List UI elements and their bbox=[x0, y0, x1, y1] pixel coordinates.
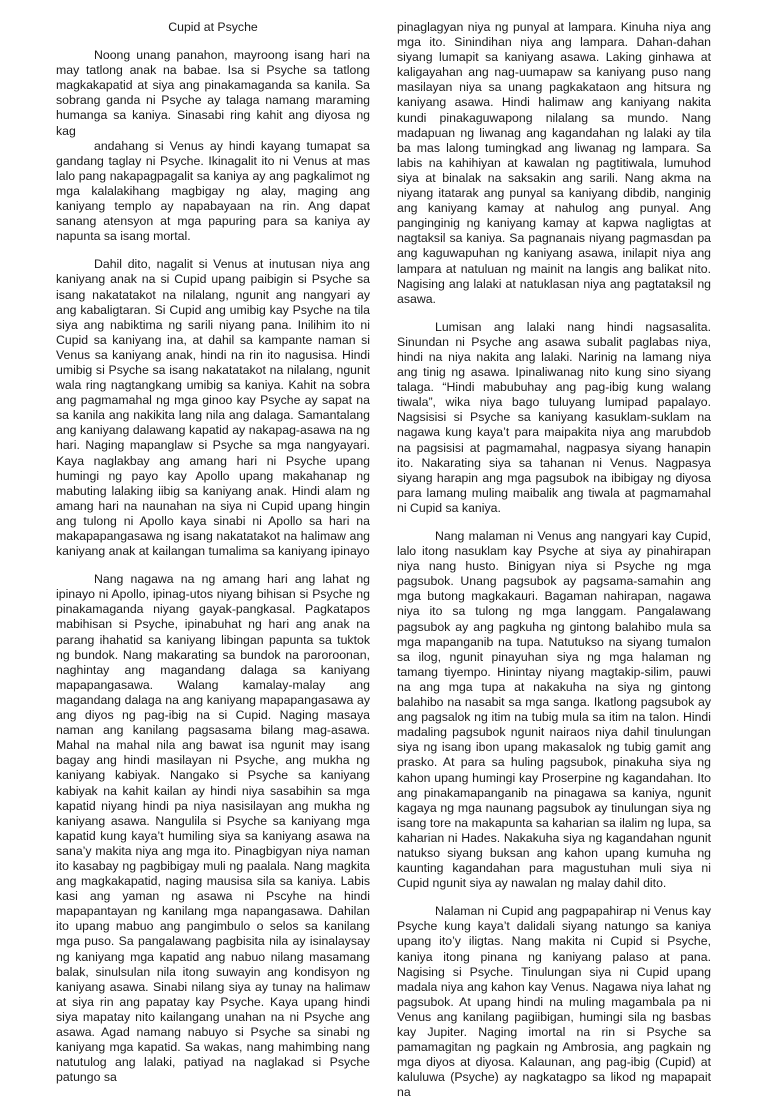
paragraph-5: pinaglagyan niya ng punyal at lampara. Kinuha niya ang mga ito. Sinindihan niya ang lampara. Dahan-dahan siyang lumapit sa kaniyang asawa. Laking ginhawa at kaligayahan ang nag-uumapaw sa kaniyang puso nang masilayan niya sa unang pagkakataon ang hitsura ng kaniyang asawa. Hindi halimaw ang kaniyang nakita kundi pinakaguwapong nilalang sa mundo. Nang madapuan ng liwanag ang kagandahan ng lalaki ay tila ba mas lalong tumingkad ang liwanag ng lampara. Sa labis na kahihiyan at kawalan ng pagtitiwala, lumuhod siya at binalak na saksakin ang sarili. Nang akma na niyang itatarak ang punyal sa kaniyang dibdib, nanginig ang kaniyang kamay at nahulog ang punyal. Ang panginginig ng kaniyang kamay at kapwa nagligtas at nagtaksil sa kaniya. Sa pagnanais niyang pagmasdan pa ang kaguwapuhan ng kaniyang asawa, inilapit niya ang lampara at natuluan ng mainit na langis ang balikat nito. Nagising ang lalaki at natuklasan niya ang pagtataksil ng asawa. bbox=[397, 20, 711, 306]
paragraph-2: andahang si Venus ay hindi kayang tumapat sa gandang taglay ni Psyche. Ikinagalit ito ni Venus at mas lalo pang nakapagpagalit sa kaniya ay ang pagkalimot ng mga kalalakihang magbigay ng alay, maging ang kaniyang templo ay napabayaan na rin. Ang dapat sanang atensyon at mga papuring para sa kaniya ay napunta sa isang mortal. bbox=[56, 138, 370, 244]
right-column bbox=[397, 20, 711, 1113]
paragraph-8: Nalaman ni Cupid ang pagpapahirap ni Venus kay Psyche kung kaya’t dalidali siyang natungo sa kaniya upang ito’y iligtas. Nang makita ni Cupid si Psyche, kaniya itong pinana ng kaniyang palaso at pana. Nagising si Psyche. Tinulungan siya ni Cupid upang madala niya ang kahon kay Venus. Nagawa niya lahat ng pagsubok. At upang hindi na muling magambala pa ni Venus ang kanilang pagiibigan, humingi sila ng basbas kay Jupiter. Naging imortal na rin si Psyche sa pamamagitan ng pagkain ng Ambrosia, ang pagkain ng mga diyos at diyosa. Kalaunan, ang pag-ibig (Cupid) at kaluluwa (Psyche) ay nagkatagpo sa likod ng mapapait na bbox=[397, 904, 711, 1100]
story-title: Cupid at Psyche bbox=[168, 20, 258, 34]
paragraph-7: Nang malaman ni Venus ang nangyari kay Cupid, lalo itong nasuklam kay Psyche at siya ay pinahirapan niya nang husto. Binigyan niya si Psyche ng mga pagsubok. Unang pagsubok ay pagsama-samahin ang mga butong magkakauri. Bagaman nahirapan, nagawa niya ito sa tulong ng mga langgam. Pangalawang pagsubok ay ang pagkuha ng gintong balahibo mula sa mga mapanganib na tupa. Natutukso na siyang tumalon sa ilog, ngunit pinayuhan siya ng mga halaman ng tamang tiyempo. Hinintay niyang magtakip-silim, pauwi na ang mga tupa at nakakuha na siya ng gintong balahibo na nasabit sa mga sanga. Ikatlong pagsubok ay ang pagsalok ng itim na tubig mula sa itim na talon. Hindi madaling pagsubok ngunit nairaos niya dahil tinulungan siya ng isang ibon upang makasalok ng tubig gamit ang prasko. At para sa huling pagsubok, pinakuha siya ng kahon upang humingi kay Proserpine ng kagandahan. Ito ang pinakamapanganib na pinagawa sa kaniya, ngunit kagaya ng mga naunang pagsubok ay tinulungan siya ng isang tore na makapunta sa kaharian sa ilalim ng lupa, sa kaharian ni Hades. Nakakuha siya ng kagandahan ngunit natukso siyang buksan ang kahon upang kumuha ng kaunting kagandahan para magustuhan muli siya ni Cupid ngunit siya ay nawalan ng malay dahil dito. bbox=[397, 529, 711, 891]
paragraph-4: Nang nagawa na ng amang hari ang lahat ng ipinayo ni Apollo, ipinag-utos niyang bihisan si Psyche ng pinakamaganda niyang gayak-pangkasal. Pagkatapos mabihisan si Psyche, ipinabuhat ng hari ang anak na parang ihahatid sa kaniyang libingan papunta sa tuktok ng bundok. Nang makarating sa bundok na paroroonan, naghintay ang magandang dalaga sa kaniyang mapapangasawa. Walang kamalay-malay ang magandang dalaga na ang kaniyang mapapangasawa ay ang diyos ng pag-ibig na si Cupid. Naging masaya naman ang kanilang pagsasama bilang mag-asawa. Mahal na mahal nila ang bawat isa ngunit may isang bagay ang hindi masilayan ni Psyche, ang mukha ng kaniyang kabiyak. Nangako si Psyche sa kaniyang kabiyak na kahit kailan ay hindi niya sasabihin sa mga kapatid niyang hindi pa niya nasisilayan ang mukha ng kaniyang asawa. Nangulila si Psyche sa kaniyang mga kapatid kung kaya’t humiling siya sa kaniyang asawa na sana’y makita niya ang mga ito. Pinagbigyan niya naman ito kasabay ng pagbibigay muli ng paalala. Nang magkita ang magkakapatid, naging mausisa sila sa kaniya. Labis kasi ang yaman ng asawa ni Pscyhe na hindi mapapantayan ng kanilang mga napangasawa. Dahilan ito upang mabuo ang pangimbulo o selos sa kanilang mga puso. Sa pangalawang pagbisita nila ay isinalaysay ng kaniyang mga kapatid ang nabuo nilang masamang balak, sinulsulan nila itong suwayin ang kondisyon ng kaniyang asawa. Sinabi nilang siya ay tunay na halimaw at siya rin ang papatay kay Psyche. Kaya upang hindi siya mapatay nito kailangang unahan na ni Psyche ang asawa. Agad namang nabuyo si Psyche sa sinabi ng kaniyang mga kapatid. Sa wakas, nang mahimbing nang natutulog ang lalaki, patiyad na naglakad si Psyche patungo sa bbox=[56, 572, 370, 1085]
left-column bbox=[56, 20, 370, 1098]
paragraph-3: Dahil dito, nagalit si Venus at inutusan niya ang kaniyang anak na si Cupid upang paibigin si Psyche sa isang nakatatakot na nilalang, ngunit ang nangyari ay ang kabaligtaran. Si Cupid ang umibig kay Psyche na tila siya ang nabiktima ng sarili niyang pana. Inilihim ito ni Cupid sa kaniyang ina, at dahil sa kampante naman si Venus sa kaniyang anak, hindi na rin ito nagusisa. Hindi umibig si Psyche sa isang nakatatakot na nilalang, ngunit wala ring nagtangkang umibig sa kaniya. Kahit na sobra ang pagmamahal ng mga ginoo kay Psyche ay sapat na sa kanila ang nakikita lang nila ang dalaga. Samantalang ang kaniyang dalawang kapatid ay nakapag-asawa na ng hari. Naging mapanglaw si Psyche sa mga nangyayari. Kaya naglakbay ang amang hari ni Psyche upang humingi ng payo kay Apollo upang makahanap ng mabuting lalaking iibig sa kaniyang anak. Hindi alam ng amang hari na naunahan na siya ni Cupid upang hingin ang tulong ni Apollo kaya sinabi ni Apollo sa hari na makapapangasawa ng isang nakatatakot na halimaw ang kaniyang anak at kailangan tumalima sa kaniyang ipinayo bbox=[56, 257, 370, 559]
paragraph-6: Lumisan ang lalaki nang hindi nagsasalita. Sinundan ni Psyche ang asawa subalit paglabas niya, hindi na niya nakita ang lalaki. Narinig na lamang niya ang tinig ng asawa. Ipinaliwanag nito kung sino siyang talaga. “Hindi mabubuhay ang pag-ibig kung walang tiwala”, wika niya bago tuluyang lumipad papalayo. Nagsisisi si Psyche sa kaniyang kasuklam-suklam na nagawa kung kaya’t para maipakita niya ang marubdob na pagsisisi at pagmamahal, nagpasya siyang hanapin ito. Nakarating siya sa tahanan ni Venus. Nagpasya siyang harapin ang mga pagsubok na ibibigay ng diyosa para lamang muling maibalik ang tiwala at pagmamahal ni Cupid sa kaniya. bbox=[397, 319, 711, 515]
paragraph-1: Noong unang panahon, mayroong isang hari na may tatlong anak na babae. Isa si Psyche sa tatlong magkakapatid at siya ang pinakamaganda sa kanila. Sa sobrang ganda ni Psyche ay talaga namang maraming humanga sa kaniya. Sinasabi ring kahit ang diyosa ng kag bbox=[56, 48, 370, 138]
